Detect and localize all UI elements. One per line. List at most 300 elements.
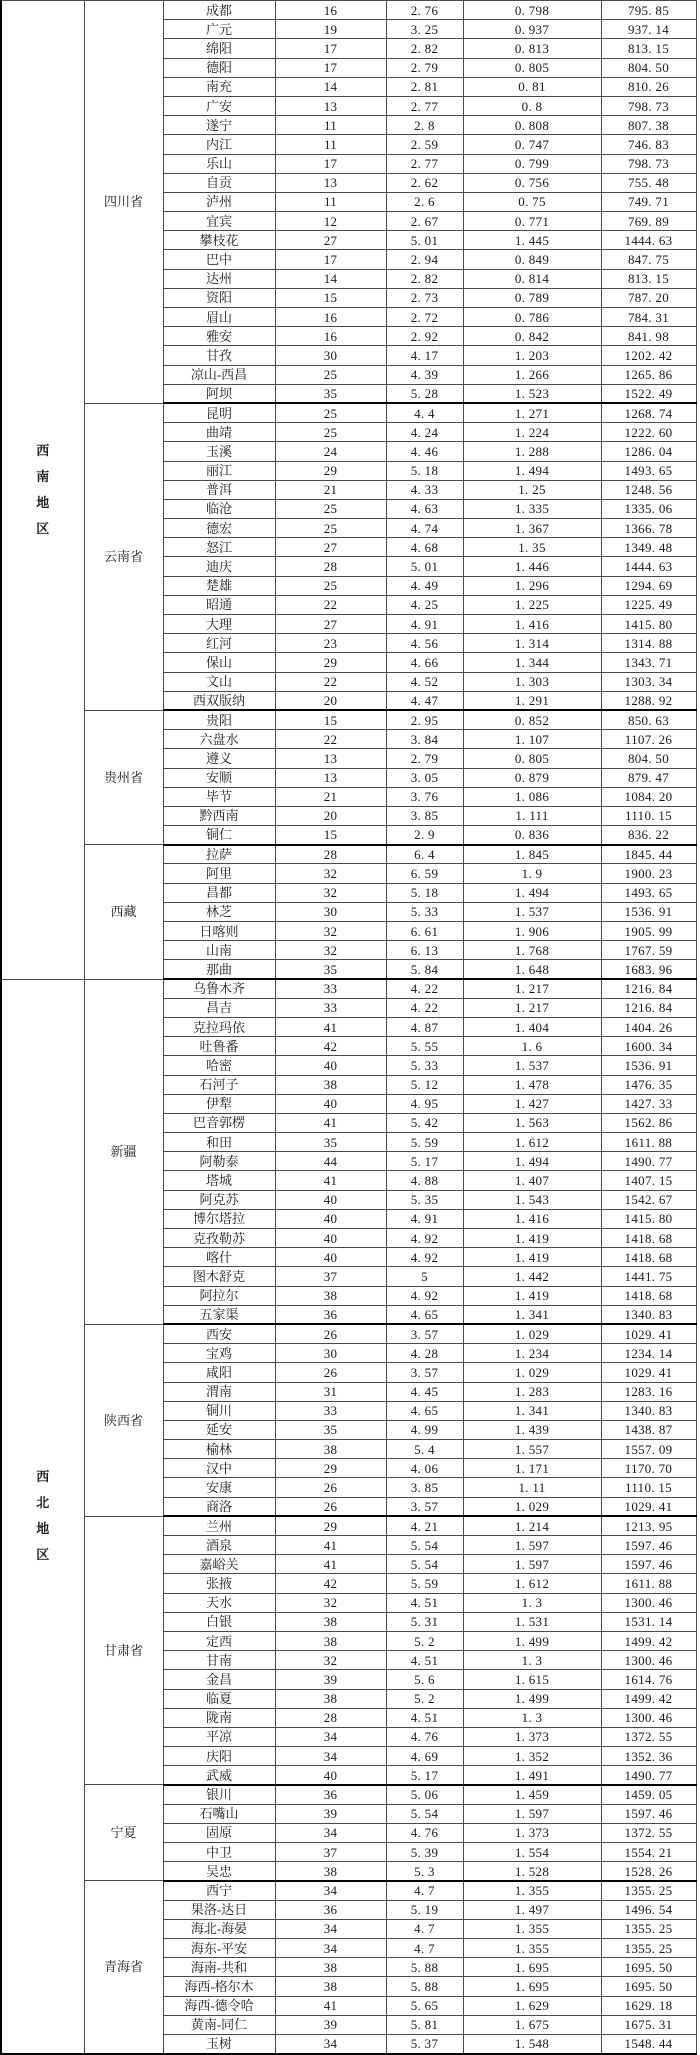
value-cell: 39 <box>275 2015 386 2034</box>
value-cell: 1029. 41 <box>601 1497 696 1516</box>
value-cell: 2. 94 <box>386 250 463 269</box>
value-cell: 1683. 96 <box>601 960 696 979</box>
value-cell: 0. 756 <box>463 173 601 192</box>
value-cell: 1. 352 <box>463 1747 601 1766</box>
value-cell: 31 <box>275 1382 386 1401</box>
value-cell: 2. 92 <box>386 327 463 346</box>
value-cell: 5. 54 <box>386 1804 463 1823</box>
value-cell: 1202. 42 <box>601 346 696 365</box>
value-cell: 1268. 74 <box>601 403 696 422</box>
value-cell: 1303. 34 <box>601 672 696 691</box>
city-cell: 喀什 <box>163 1248 275 1267</box>
value-cell: 1459. 05 <box>601 1785 696 1804</box>
value-cell: 2. 79 <box>386 58 463 77</box>
value-cell: 0. 937 <box>463 20 601 39</box>
value-cell: 41 <box>275 1536 386 1555</box>
value-cell: 41 <box>275 1171 386 1190</box>
value-cell: 4. 4 <box>386 403 463 422</box>
value-cell: 0. 879 <box>463 768 601 787</box>
value-cell: 1335. 06 <box>601 499 696 518</box>
table-row <box>1 1785 696 1804</box>
city-cell: 伊犁 <box>163 1094 275 1113</box>
city-cell: 汉中 <box>163 1459 275 1478</box>
value-cell: 1629. 18 <box>601 1996 696 2015</box>
value-cell: 40 <box>275 1209 386 1228</box>
value-cell: 0. 836 <box>463 826 601 845</box>
value-cell: 2. 77 <box>386 154 463 173</box>
city-cell: 自贡 <box>163 173 275 192</box>
value-cell: 34 <box>275 1919 386 1938</box>
value-cell: 38 <box>275 1862 386 1881</box>
value-cell: 810. 26 <box>601 77 696 96</box>
value-cell: 19 <box>275 20 386 39</box>
value-cell: 6. 13 <box>386 941 463 960</box>
city-cell: 雅安 <box>163 327 275 346</box>
value-cell: 29 <box>275 653 386 672</box>
city-cell: 铜仁 <box>163 826 275 845</box>
value-cell: 1. 548 <box>463 2034 601 2053</box>
value-cell: 1499. 42 <box>601 1631 696 1650</box>
value-cell: 1. 355 <box>463 1938 601 1957</box>
value-cell: 1476. 35 <box>601 1075 696 1094</box>
city-cell: 安顺 <box>163 768 275 787</box>
value-cell: 35 <box>275 1133 386 1152</box>
city-cell: 石嘴山 <box>163 1804 275 1823</box>
value-cell: 36 <box>275 1785 386 1804</box>
value-cell: 1372. 55 <box>601 1727 696 1746</box>
value-cell: 5. 37 <box>386 2034 463 2053</box>
city-cell: 阿克苏 <box>163 1190 275 1209</box>
value-cell: 1. 341 <box>463 1305 601 1324</box>
city-cell: 阿勒泰 <box>163 1152 275 1171</box>
value-cell: 0. 808 <box>463 116 601 135</box>
value-cell: 5. 01 <box>386 557 463 576</box>
value-cell: 798. 73 <box>601 96 696 115</box>
province-cell: 新疆 <box>84 979 163 1324</box>
value-cell: 1675. 31 <box>601 2015 696 2034</box>
value-cell: 1. 266 <box>463 365 601 384</box>
value-cell: 1. 612 <box>463 1133 601 1152</box>
value-cell: 1107. 26 <box>601 730 696 749</box>
value-cell: 32 <box>275 883 386 902</box>
value-cell: 27 <box>275 231 386 250</box>
value-cell: 1. 563 <box>463 1113 601 1132</box>
value-cell: 4. 7 <box>386 1881 463 1900</box>
value-cell: 1767. 59 <box>601 941 696 960</box>
value-cell: 17 <box>275 39 386 58</box>
value-cell: 1415. 80 <box>601 1209 696 1228</box>
value-cell: 28 <box>275 845 386 864</box>
value-cell: 34 <box>275 1881 386 1900</box>
value-cell: 1294. 69 <box>601 576 696 595</box>
city-cell: 天水 <box>163 1593 275 1612</box>
value-cell: 5. 35 <box>386 1190 463 1209</box>
value-cell: 5. 06 <box>386 1785 463 1804</box>
value-cell: 1225. 49 <box>601 595 696 614</box>
value-cell: 5. 54 <box>386 1536 463 1555</box>
city-cell: 毕节 <box>163 787 275 806</box>
city-cell: 眉山 <box>163 308 275 327</box>
value-cell: 15 <box>275 826 386 845</box>
city-cell: 德阳 <box>163 58 275 77</box>
province-cell: 贵州省 <box>84 710 163 844</box>
value-cell: 804. 50 <box>601 58 696 77</box>
value-cell: 35 <box>275 384 386 403</box>
city-cell: 南充 <box>163 77 275 96</box>
value-cell: 25 <box>275 576 386 595</box>
value-cell: 4. 92 <box>386 1248 463 1267</box>
value-cell: 2. 73 <box>386 288 463 307</box>
table-row <box>1 403 696 422</box>
value-cell: 4. 25 <box>386 595 463 614</box>
value-cell: 4. 56 <box>386 634 463 653</box>
table-body <box>1 1 696 2054</box>
city-cell: 海东-平安 <box>163 1938 275 1957</box>
city-cell: 海南-共和 <box>163 1958 275 1977</box>
value-cell: 5. 59 <box>386 1133 463 1152</box>
value-cell: 4. 06 <box>386 1459 463 1478</box>
value-cell: 1536. 91 <box>601 1056 696 1075</box>
city-cell: 成都 <box>163 1 275 20</box>
value-cell: 813. 15 <box>601 39 696 58</box>
value-cell: 4. 22 <box>386 998 463 1017</box>
value-cell: 15 <box>275 288 386 307</box>
city-cell: 石河子 <box>163 1075 275 1094</box>
value-cell: 34 <box>275 2034 386 2053</box>
value-cell: 1. 845 <box>463 845 601 864</box>
city-cell: 黔西南 <box>163 806 275 825</box>
value-cell: 32 <box>275 1651 386 1670</box>
city-cell: 铜川 <box>163 1401 275 1420</box>
value-cell: 1. 214 <box>463 1516 601 1535</box>
value-cell: 16 <box>275 1 386 20</box>
value-cell: 1407. 15 <box>601 1171 696 1190</box>
value-cell: 30 <box>275 1344 386 1363</box>
city-cell: 临夏 <box>163 1689 275 1708</box>
city-cell: 绵阳 <box>163 39 275 58</box>
table-row <box>1 710 696 729</box>
value-cell: 1. 675 <box>463 2015 601 2034</box>
value-cell: 1548. 44 <box>601 2034 696 2053</box>
value-cell: 30 <box>275 346 386 365</box>
value-cell: 3. 76 <box>386 787 463 806</box>
value-cell: 1. 107 <box>463 730 601 749</box>
value-cell: 1490. 77 <box>601 1152 696 1171</box>
city-cell: 吐鲁番 <box>163 1037 275 1056</box>
value-cell: 4. 51 <box>386 1593 463 1612</box>
city-cell: 吴忠 <box>163 1862 275 1881</box>
value-cell: 1562. 86 <box>601 1113 696 1132</box>
value-cell: 3. 25 <box>386 20 463 39</box>
city-cell: 乌鲁木齐 <box>163 979 275 998</box>
value-cell: 1. 612 <box>463 1574 601 1593</box>
value-cell: 35 <box>275 960 386 979</box>
value-cell: 4. 65 <box>386 1401 463 1420</box>
value-cell: 16 <box>275 327 386 346</box>
value-cell: 4. 33 <box>386 480 463 499</box>
value-cell: 1355. 25 <box>601 1919 696 1938</box>
table-row <box>1 1516 696 1535</box>
value-cell: 787. 20 <box>601 288 696 307</box>
city-cell: 平凉 <box>163 1727 275 1746</box>
table-row <box>1 1324 696 1343</box>
value-cell: 6. 59 <box>386 864 463 883</box>
value-cell: 1522. 49 <box>601 384 696 403</box>
value-cell: 1. 111 <box>463 806 601 825</box>
value-cell: 1. 9 <box>463 864 601 883</box>
value-cell: 1. 906 <box>463 922 601 941</box>
value-cell: 44 <box>275 1152 386 1171</box>
city-cell: 榆林 <box>163 1440 275 1459</box>
value-cell: 1300. 46 <box>601 1651 696 1670</box>
value-cell: 36 <box>275 1900 386 1919</box>
value-cell: 850. 63 <box>601 710 696 729</box>
value-cell: 0. 771 <box>463 212 601 231</box>
city-cell: 日喀则 <box>163 922 275 941</box>
value-cell: 795. 85 <box>601 1 696 20</box>
value-cell: 5. 19 <box>386 1900 463 1919</box>
city-cell: 楚雄 <box>163 576 275 595</box>
value-cell: 32 <box>275 922 386 941</box>
value-cell: 1. 543 <box>463 1190 601 1209</box>
value-cell: 1. 557 <box>463 1440 601 1459</box>
value-cell: 13 <box>275 749 386 768</box>
value-cell: 4. 91 <box>386 1209 463 1228</box>
value-cell: 1283. 16 <box>601 1382 696 1401</box>
value-cell: 1611. 88 <box>601 1574 696 1593</box>
value-cell: 1110. 15 <box>601 806 696 825</box>
city-cell: 凉山-西昌 <box>163 365 275 384</box>
value-cell: 1. 373 <box>463 1823 601 1842</box>
value-cell: 36 <box>275 1305 386 1324</box>
value-cell: 1. 494 <box>463 1152 601 1171</box>
city-cell: 山南 <box>163 941 275 960</box>
value-cell: 38 <box>275 1689 386 1708</box>
value-cell: 1. 445 <box>463 231 601 250</box>
value-cell: 0. 805 <box>463 58 601 77</box>
city-cell: 武威 <box>163 1766 275 1785</box>
value-cell: 5. 01 <box>386 231 463 250</box>
value-cell: 0. 813 <box>463 39 601 58</box>
value-cell: 1340. 83 <box>601 1305 696 1324</box>
value-cell: 3. 85 <box>386 806 463 825</box>
value-cell: 3. 57 <box>386 1497 463 1516</box>
value-cell: 29 <box>275 1516 386 1535</box>
value-cell: 1286. 04 <box>601 442 696 461</box>
value-cell: 1. 373 <box>463 1727 601 1746</box>
value-cell: 1. 648 <box>463 960 601 979</box>
city-cell: 甘孜 <box>163 346 275 365</box>
city-cell: 迪庆 <box>163 557 275 576</box>
city-cell: 乐山 <box>163 154 275 173</box>
province-cell: 西藏 <box>84 845 163 979</box>
province-cell: 云南省 <box>84 403 163 710</box>
value-cell: 1. 271 <box>463 403 601 422</box>
value-cell: 39 <box>275 1670 386 1689</box>
value-cell: 1372. 55 <box>601 1823 696 1842</box>
value-cell: 1. 478 <box>463 1075 601 1094</box>
value-cell: 33 <box>275 1401 386 1420</box>
value-cell: 1265. 86 <box>601 365 696 384</box>
value-cell: 5. 54 <box>386 1555 463 1574</box>
value-cell: 937. 14 <box>601 20 696 39</box>
value-cell: 13 <box>275 768 386 787</box>
city-cell: 那曲 <box>163 960 275 979</box>
province-cell: 四川省 <box>84 1 163 404</box>
city-cell: 阿坝 <box>163 384 275 403</box>
value-cell: 5. 2 <box>386 1689 463 1708</box>
value-cell: 20 <box>275 691 386 710</box>
city-cell: 海西-德令哈 <box>163 1996 275 2015</box>
value-cell: 2. 8 <box>386 116 463 135</box>
value-cell: 1. 531 <box>463 1612 601 1631</box>
value-cell: 1415. 80 <box>601 615 696 634</box>
value-cell: 1. 3 <box>463 1651 601 1670</box>
value-cell: 5. 55 <box>386 1037 463 1056</box>
value-cell: 15 <box>275 710 386 729</box>
value-cell: 1. 419 <box>463 1248 601 1267</box>
value-cell: 1. 416 <box>463 615 601 634</box>
city-cell: 资阳 <box>163 288 275 307</box>
value-cell: 25 <box>275 499 386 518</box>
value-cell: 22 <box>275 730 386 749</box>
value-cell: 5. 42 <box>386 1113 463 1132</box>
value-cell: 5. 81 <box>386 2015 463 2034</box>
value-cell: 41 <box>275 1555 386 1574</box>
value-cell: 41 <box>275 1996 386 2015</box>
value-cell: 2. 81 <box>386 77 463 96</box>
city-cell: 六盘水 <box>163 730 275 749</box>
value-cell: 6. 61 <box>386 922 463 941</box>
value-cell: 1. 597 <box>463 1555 601 1574</box>
value-cell: 1029. 41 <box>601 1363 696 1382</box>
city-cell: 西双版纳 <box>163 691 275 710</box>
value-cell: 3. 05 <box>386 768 463 787</box>
value-cell: 769. 89 <box>601 212 696 231</box>
value-cell: 749. 71 <box>601 192 696 211</box>
value-cell: 1349. 48 <box>601 538 696 557</box>
city-cell: 定西 <box>163 1631 275 1650</box>
value-cell: 4. 99 <box>386 1420 463 1439</box>
value-cell: 32 <box>275 1593 386 1612</box>
value-cell: 37 <box>275 1267 386 1286</box>
value-cell: 1845. 44 <box>601 845 696 864</box>
city-cell: 安康 <box>163 1478 275 1497</box>
value-cell: 1. 416 <box>463 1209 601 1228</box>
value-cell: 4. 52 <box>386 672 463 691</box>
value-cell: 1. 234 <box>463 1344 601 1363</box>
value-cell: 40 <box>275 1056 386 1075</box>
value-cell: 1. 528 <box>463 1862 601 1881</box>
value-cell: 5. 39 <box>386 1843 463 1862</box>
value-cell: 40 <box>275 1190 386 1209</box>
value-cell: 29 <box>275 1459 386 1478</box>
value-cell: 13 <box>275 96 386 115</box>
value-cell: 4. 39 <box>386 365 463 384</box>
value-cell: 2. 72 <box>386 308 463 327</box>
city-cell: 哈密 <box>163 1056 275 1075</box>
value-cell: 1418. 68 <box>601 1248 696 1267</box>
value-cell: 13 <box>275 173 386 192</box>
value-cell: 1. 497 <box>463 1900 601 1919</box>
value-cell: 1. 615 <box>463 1670 601 1689</box>
value-cell: 1. 217 <box>463 979 601 998</box>
value-cell: 14 <box>275 77 386 96</box>
value-cell: 40 <box>275 1248 386 1267</box>
value-cell: 1. 597 <box>463 1804 601 1823</box>
value-cell: 38 <box>275 1977 386 1996</box>
value-cell: 42 <box>275 1574 386 1593</box>
value-cell: 1. 523 <box>463 384 601 403</box>
value-cell: 2. 79 <box>386 749 463 768</box>
value-cell: 1. 695 <box>463 1958 601 1977</box>
value-cell: 40 <box>275 1094 386 1113</box>
value-cell: 1614. 76 <box>601 1670 696 1689</box>
value-cell: 1. 419 <box>463 1229 601 1248</box>
value-cell: 17 <box>275 58 386 77</box>
value-cell: 5. 33 <box>386 1056 463 1075</box>
value-cell: 1288. 92 <box>601 691 696 710</box>
value-cell: 32 <box>275 941 386 960</box>
value-cell: 1. 494 <box>463 883 601 902</box>
value-cell: 1418. 68 <box>601 1286 696 1305</box>
value-cell: 1. 768 <box>463 941 601 960</box>
value-cell: 1222. 60 <box>601 423 696 442</box>
value-cell: 4. 24 <box>386 423 463 442</box>
value-cell: 1314. 88 <box>601 634 696 653</box>
value-cell: 2. 6 <box>386 192 463 211</box>
value-cell: 2. 76 <box>386 1 463 20</box>
value-cell: 25 <box>275 365 386 384</box>
value-cell: 5. 12 <box>386 1075 463 1094</box>
value-cell: 4. 74 <box>386 519 463 538</box>
value-cell: 1. 203 <box>463 346 601 365</box>
value-cell: 1170. 70 <box>601 1459 696 1478</box>
province-cell: 陕西省 <box>84 1324 163 1516</box>
value-cell: 1. 537 <box>463 1056 601 1075</box>
value-cell: 5. 17 <box>386 1766 463 1785</box>
value-cell: 40 <box>275 1229 386 1248</box>
value-cell: 34 <box>275 1938 386 1957</box>
city-cell: 昭通 <box>163 595 275 614</box>
value-cell: 12 <box>275 212 386 231</box>
value-cell: 30 <box>275 902 386 921</box>
city-cell: 贵阳 <box>163 710 275 729</box>
value-cell: 20 <box>275 806 386 825</box>
value-cell: 5. 31 <box>386 1612 463 1631</box>
value-cell: 17 <box>275 250 386 269</box>
city-cell: 酒泉 <box>163 1536 275 1555</box>
value-cell: 1490. 77 <box>601 1766 696 1785</box>
value-cell: 5. 6 <box>386 1670 463 1689</box>
city-cell: 昆明 <box>163 403 275 422</box>
value-cell: 1. 029 <box>463 1324 601 1343</box>
value-cell: 0. 799 <box>463 154 601 173</box>
value-cell: 1493. 65 <box>601 461 696 480</box>
value-cell: 1. 629 <box>463 1996 601 2015</box>
city-cell: 遂宁 <box>163 116 275 135</box>
value-cell: 2. 82 <box>386 39 463 58</box>
value-cell: 1. 303 <box>463 672 601 691</box>
city-cell: 延安 <box>163 1420 275 1439</box>
value-cell: 1493. 65 <box>601 883 696 902</box>
value-cell: 3. 84 <box>386 730 463 749</box>
value-cell: 28 <box>275 557 386 576</box>
value-cell: 22 <box>275 595 386 614</box>
value-cell: 4. 91 <box>386 615 463 634</box>
city-cell: 西安 <box>163 1324 275 1343</box>
value-cell: 1. 491 <box>463 1766 601 1785</box>
